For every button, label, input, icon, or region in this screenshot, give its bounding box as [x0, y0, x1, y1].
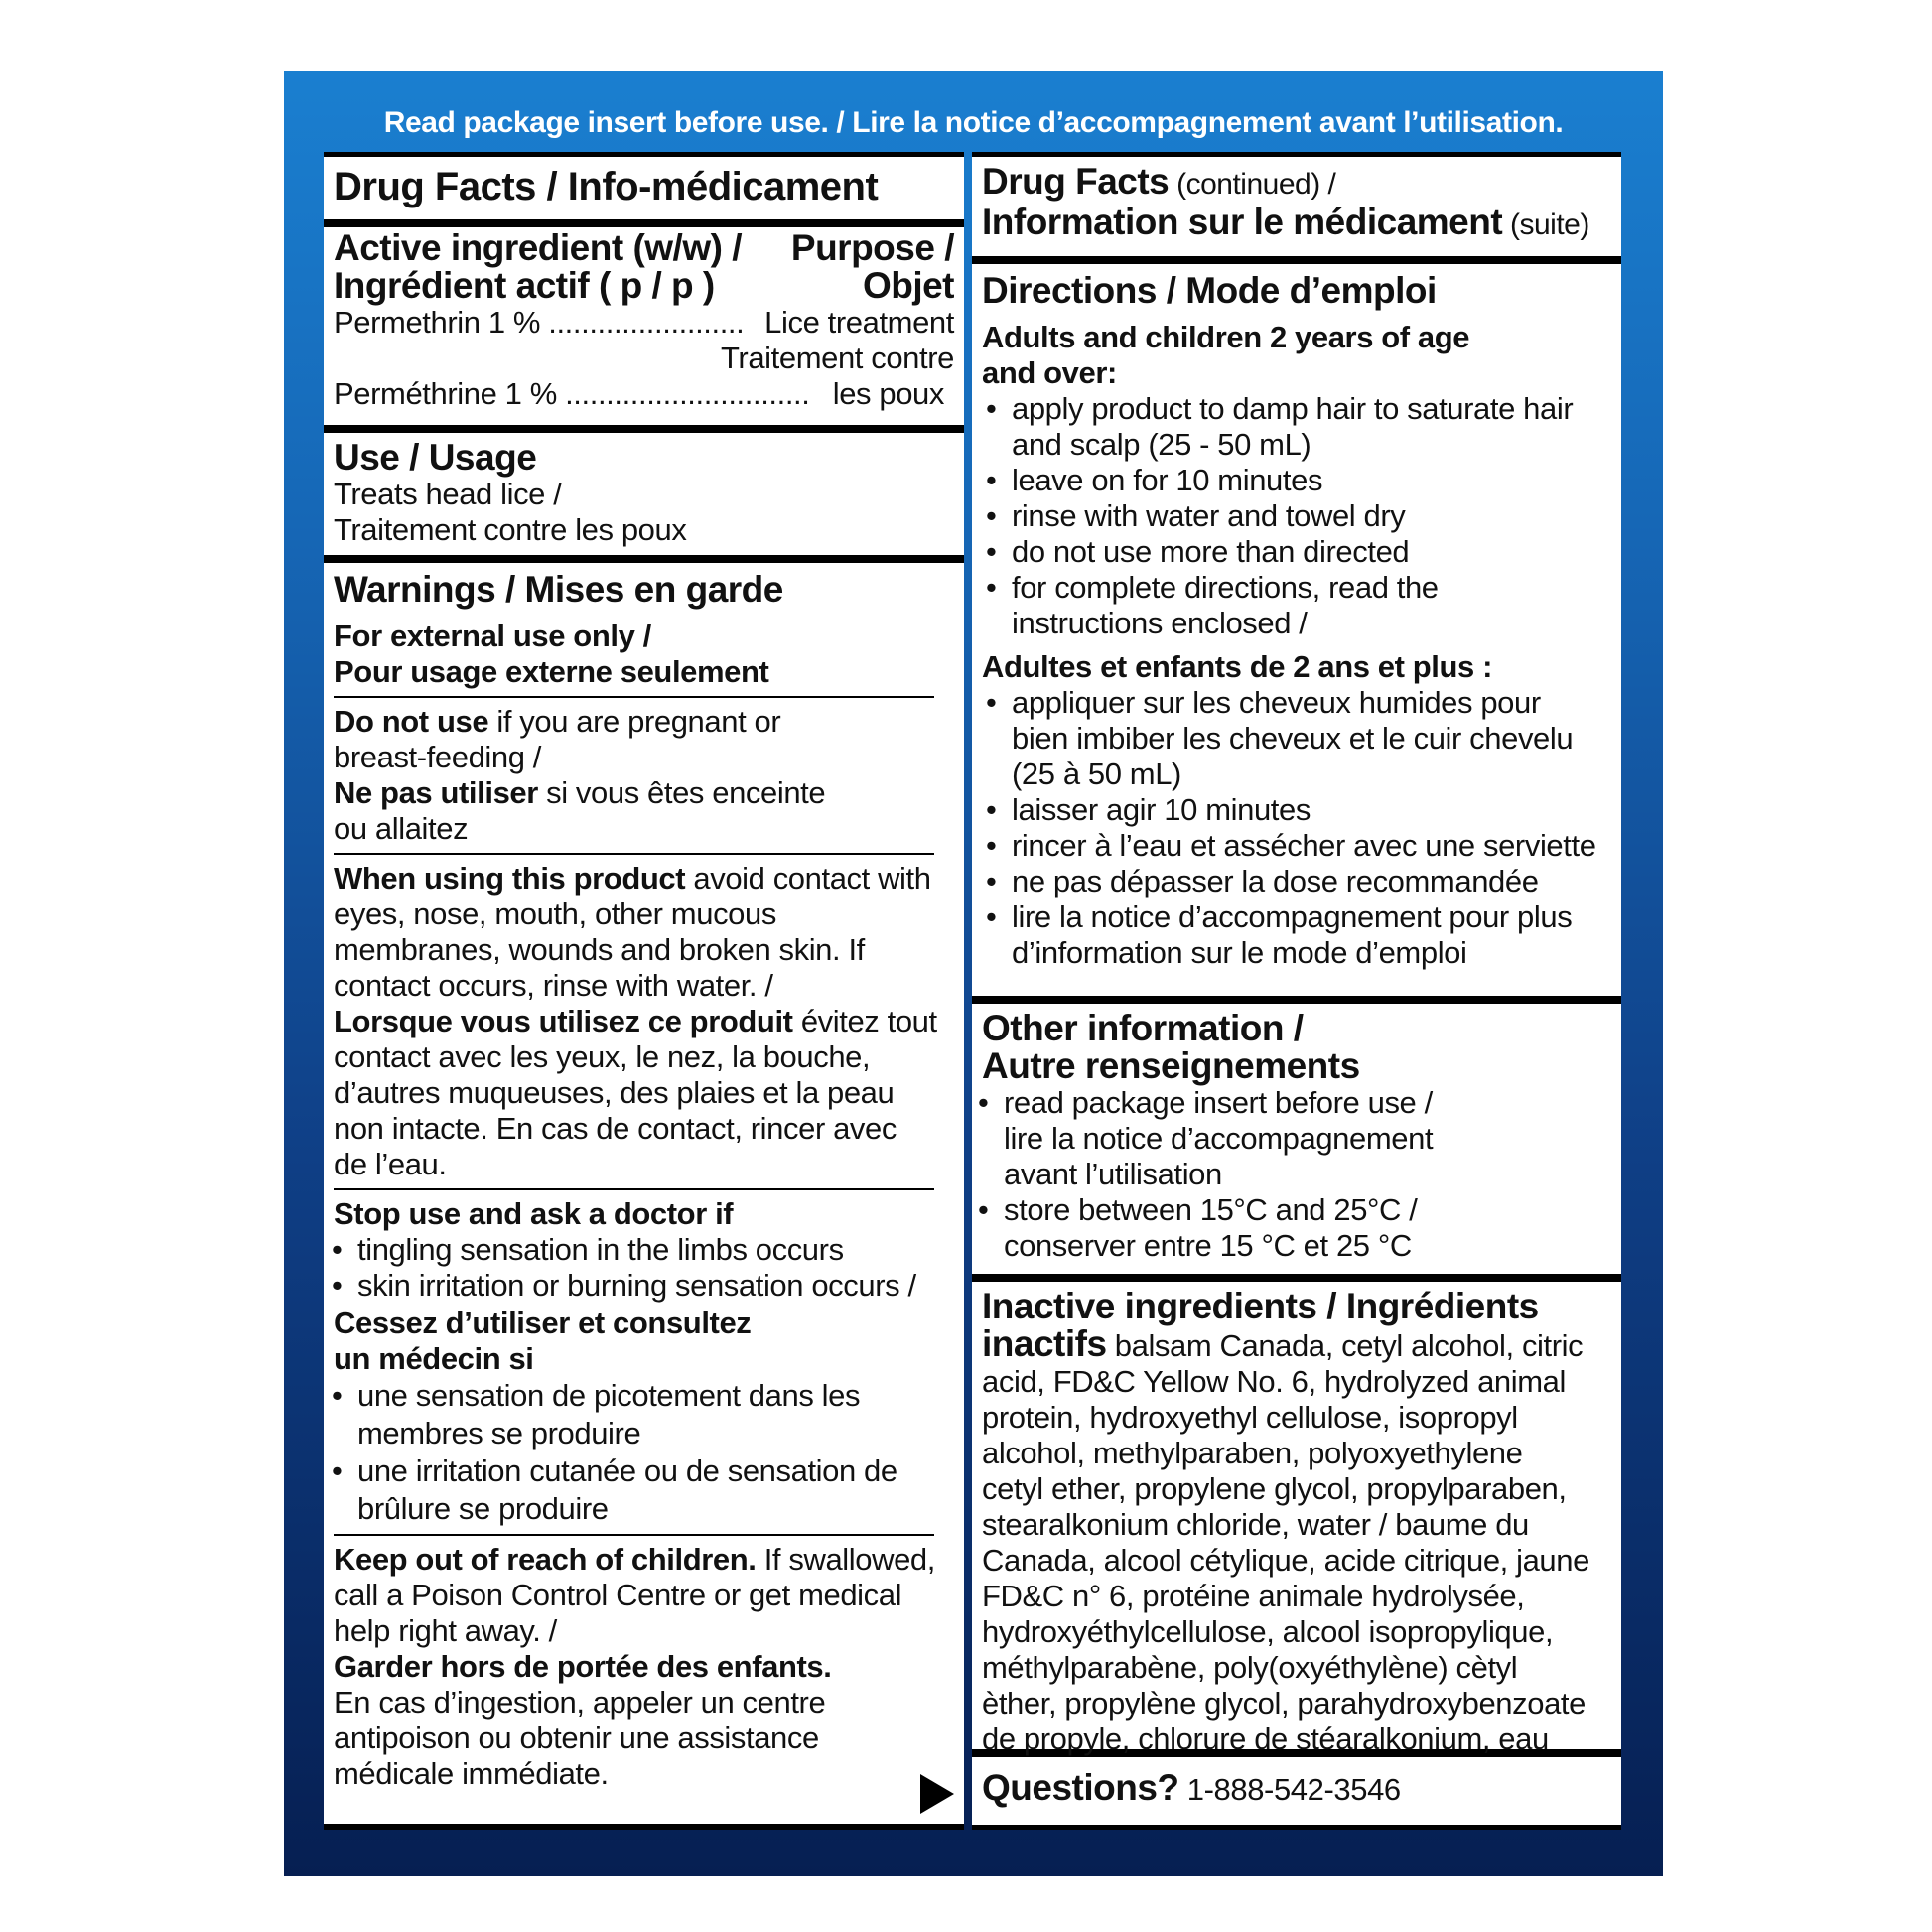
when-using-line2: eyes, nose, mouth, other mucous [334, 897, 776, 931]
external-use-en: For external use only / [334, 619, 651, 653]
external-use-fr: Pour usage externe seulement [334, 654, 769, 689]
use-line-en: Treats head lice / [334, 477, 562, 511]
purpose-heading-fr: Objet [862, 265, 954, 306]
do-not-use-line2: breast-feeding / [334, 740, 542, 774]
when-using-line6: contact avec les yeux, le nez, la bouche, [334, 1039, 871, 1074]
directions-en-item-5: • for complete directions, read the instructions enclosed / [982, 570, 1611, 641]
continued-label: (continued) / [1169, 168, 1336, 201]
directions-fr-item-1: • appliquer sur les cheveux humides pour bien imbiber les cheveux et le cuir chevelu (25 à 50 mL) [982, 685, 1611, 792]
continued-arrow-icon [920, 1774, 954, 1814]
keep-out-label-fr: Garder hors de portée des enfants. [334, 1649, 832, 1684]
inactive-ingredients-section [972, 1282, 1621, 1756]
directions-fr-item-5: • lire la notice d’accompagnement pour plus d’information sur le mode d’emploi [982, 899, 1611, 971]
other-information-section [972, 1004, 1621, 1274]
directions-title: Directions / Mode d’emploi [982, 270, 1437, 311]
directions-en-item-4: • do not use more than directed [982, 534, 1611, 570]
when-using-text: avoid contact with [685, 861, 931, 896]
inactive-line-6: stearalkonium chloride, water / baume du [982, 1507, 1529, 1542]
directions-en-head1: Adults and children 2 years of age [982, 320, 1470, 354]
do-not-use-text: if you are pregnant or [488, 704, 781, 739]
keep-out-line3: help right away. / [334, 1613, 557, 1648]
inactive-line-7: Canada, alcool cétylique, acide citrique, jaune [982, 1543, 1589, 1578]
drug-facts-continued-section [972, 157, 1621, 256]
when-using-label-fr: Lorsque vous utilisez ce produit [334, 1004, 793, 1038]
directions-fr-item-4: • ne pas dépasser la dose recommandée [982, 864, 1611, 899]
ingredient-en: Permethrin 1 % ........................ [334, 305, 745, 340]
keep-out-line2: call a Poison Control Centre or get medical [334, 1578, 902, 1612]
stop-use-item-2: • skin irritation or burning sensation occurs / [328, 1268, 954, 1304]
stop-use-title: Stop use and ask a doctor if [334, 1196, 734, 1231]
inactive-line-12: de propyle, chlorure de stéaralkonium, eau [982, 1722, 1549, 1756]
directions-fr-item-2: • laisser agir 10 minutes [982, 792, 1611, 828]
when-using-line8: non intacte. En cas de contact, rincer avec [334, 1111, 897, 1146]
when-using-line9: de l’eau. [334, 1147, 447, 1181]
purpose-fr-line1: Traitement contre [721, 341, 954, 375]
directions-fr-item-3: • rincer à l’eau et assécher avec une serviette [982, 828, 1611, 864]
inactive-line-8: FD&C n° 6, protéine animale hydrolysée, [982, 1579, 1525, 1613]
warnings-section [324, 563, 964, 1824]
stop-use-item-fr-1: • une sensation de picotement dans les membres se produire [328, 1377, 954, 1452]
do-not-use-line4: ou allaitez [334, 811, 469, 846]
questions-section [972, 1757, 1621, 1825]
do-not-use-label-fr: Ne pas utiliser [334, 775, 538, 810]
purpose-en: Lice treatment [764, 305, 954, 340]
drug-facts-continued-title: Drug Facts [982, 161, 1170, 202]
other-info-title: Other information / [982, 1008, 1304, 1048]
suite-label: (suite) [1502, 208, 1589, 241]
left-column [324, 152, 964, 1830]
purpose-heading: Purpose / [790, 227, 954, 268]
active-ingredient-heading-fr: Ingrédient actif ( p / p ) [334, 265, 715, 306]
stop-use-title-fr1: Cessez d’utiliser et consultez [334, 1306, 752, 1340]
info-medicament-title: Information sur le médicament [982, 202, 1503, 242]
keep-out-label: Keep out of reach of children. [334, 1542, 757, 1577]
when-using-line7: d’autres muqueuses, des plaies et la peau [334, 1075, 895, 1110]
ingredient-fr: Perméthrine 1 % .............................. [334, 376, 810, 411]
inactive-line-2: acid, FD&C Yellow No. 6, hydrolyzed animal [982, 1364, 1566, 1399]
stop-use-item-1: • tingling sensation in the limbs occurs [328, 1232, 954, 1268]
inactive-line-11: èther, propylène glycol, parahydroxybenzoate [982, 1686, 1586, 1721]
directions-fr-head: Adultes et enfants de 2 ans et plus : [982, 649, 1493, 684]
inactive-line-1: balsam Canada, cetyl alcohol, citric [1106, 1328, 1584, 1363]
inactive-line-4: alcohol, methylparaben, polyoxyethylene [982, 1436, 1523, 1470]
right-column [972, 152, 1621, 1830]
questions-phone: 1-888-542-3546 [1178, 1772, 1401, 1807]
directions-en-item-2: • leave on for 10 minutes [982, 463, 1611, 498]
other-info-item-2: • store between 15°C and 25°C / conserver entre 15 °C et 25 °C [974, 1192, 1611, 1264]
active-ingredient-section [324, 227, 964, 425]
purpose-fr-line2: les poux [832, 376, 944, 411]
other-info-title-fr: Autre renseignements [982, 1045, 1360, 1086]
drug-facts-title-section [324, 157, 964, 219]
use-title: Use / Usage [334, 437, 537, 478]
inactive-line-5: cetyl ether, propylene glycol, propylparaben, [982, 1471, 1567, 1506]
insert-banner: Read package insert before use. / Lire la notice d’accompagnement avant l’utilisation. [383, 106, 1564, 139]
do-not-use-label: Do not use [334, 704, 489, 739]
drug-facts-title: Drug Facts / Info-médicament [334, 165, 879, 208]
warnings-title: Warnings / Mises en garde [334, 569, 783, 610]
questions-label: Questions? [982, 1767, 1179, 1808]
use-section [324, 433, 964, 555]
when-using-line3: membranes, wounds and broken skin. If [334, 932, 865, 967]
do-not-use-text-fr: si vous êtes enceinte [537, 775, 826, 810]
keep-out-line5: En cas d’ingestion, appeler un centre [334, 1685, 826, 1720]
inactive-title: Inactive ingredients / Ingrédients [982, 1286, 1539, 1326]
directions-en-item-1: • apply product to damp hair to saturate hair and scalp (25 - 50 mL) [982, 391, 1611, 463]
other-info-item-1: • read package insert before use / lire la notice d’accompagnement avant l’utilisation [974, 1085, 1611, 1192]
when-using-label: When using this product [334, 861, 686, 896]
inactive-line-9: hydroxyéthylcellulose, alcool isopropylique, [982, 1614, 1554, 1649]
label-panel [284, 71, 1663, 1876]
active-ingredient-heading: Active ingredient (w/w) / [334, 227, 742, 268]
when-using-line4: contact occurs, rinse with water. / [334, 968, 773, 1003]
directions-en-head2: and over: [982, 355, 1117, 390]
use-line-fr: Traitement contre les poux [334, 512, 687, 547]
keep-out-line6: antipoison ou obtenir une assistance [334, 1721, 819, 1755]
when-using-text-fr: évitez tout [792, 1004, 937, 1038]
inactive-line-3: protein, hydroxyethyl cellulose, isopropyl [982, 1400, 1518, 1435]
stop-use-title-fr2: un médecin si [334, 1341, 534, 1376]
keep-out-line7: médicale immédiate. [334, 1756, 609, 1791]
stop-use-item-fr-2: • une irritation cutanée ou de sensation de brûlure se produire [328, 1452, 954, 1528]
directions-en-item-3: • rinse with water and towel dry [982, 498, 1611, 534]
directions-section [972, 264, 1621, 996]
inactive-line-10: méthylparabène, poly(oxyéthylène) cètyl [982, 1650, 1518, 1685]
keep-out-text: If swallowed, [756, 1542, 935, 1577]
inactive-title-fr: inactifs [982, 1323, 1107, 1364]
